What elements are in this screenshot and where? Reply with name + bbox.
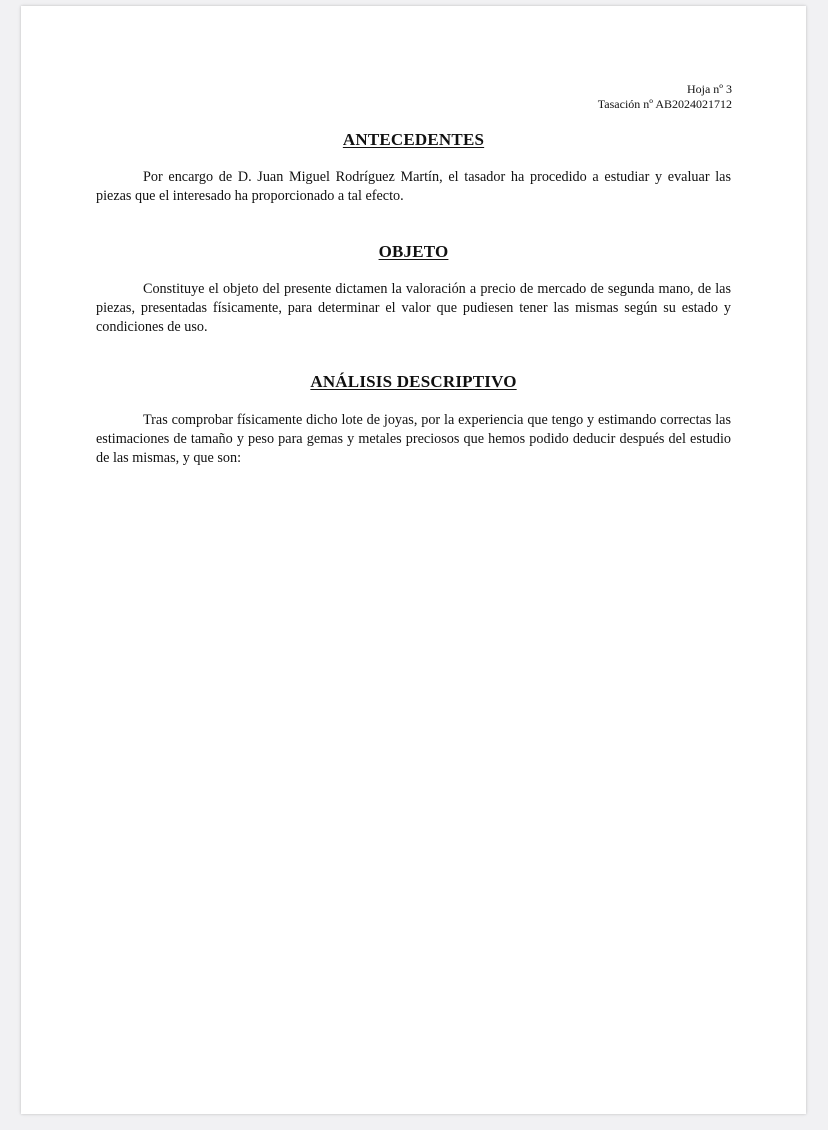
section-title-antecedentes: ANTECEDENTES [342,130,485,149]
section-title-objeto: OBJETO [378,242,449,261]
document-page [21,6,806,1114]
appraisal-number: Tasación nº AB2024021712 [597,97,732,111]
section-title-analisis-descriptivo: ANÁLISIS DESCRIPTIVO [310,372,517,391]
sheet-number: Hoja nº 3 [686,82,732,96]
section-text-objeto: Constituye el objeto del presente dictamen la valoración a precio de mercado de segunda mano, de las piezas, presentadas físicamente, para determinar el valor que pudiesen tener las mismas según su estado y condiciones de uso. [96,281,731,335]
section-text-analisis-descriptivo: Tras comprobar físicamente dicho lote de joyas, por la experiencia que tengo y estimando correctas las estimaciones de tamaño y peso para gemas y metales preciosos que hemos podido deducir después del estudio de las mismas, y que son: [96,412,731,466]
section-text-antecedentes: Por encargo de D. Juan Miguel Rodríguez Martín, el tasador ha procedido a estudiar y evaluar las piezas que el interesado ha proporcionado a tal efecto. [96,169,731,204]
page-header [598,82,732,112]
